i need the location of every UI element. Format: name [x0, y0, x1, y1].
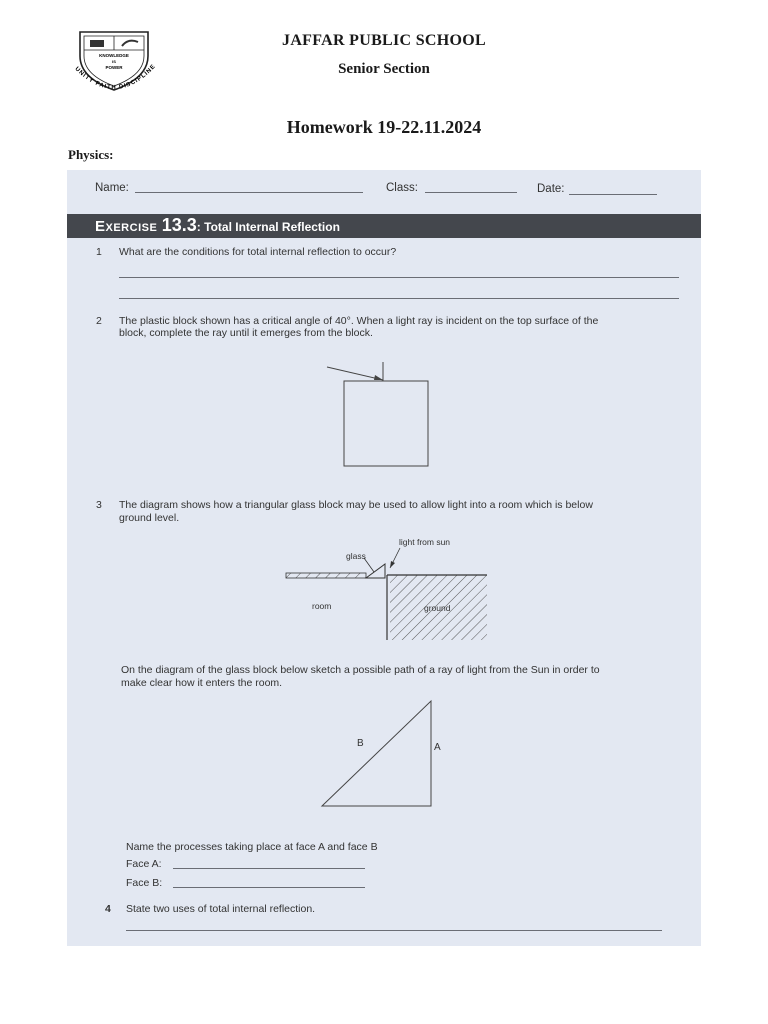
face-a-label: A	[434, 742, 441, 753]
face-b-label: B	[357, 738, 364, 749]
room-glass-diagram	[282, 532, 492, 642]
worksheet-photo	[67, 170, 701, 946]
class-label: Class:	[386, 182, 418, 194]
question-2-text-line2: block, complete the ray until it emerges from the block.	[119, 327, 373, 339]
plastic-block	[344, 381, 428, 466]
school-section: Senior Section	[338, 61, 430, 77]
logo-text-top: KNOWLEDGE	[99, 53, 129, 58]
plastic-block-diagram	[317, 358, 437, 470]
exercise-word: Exercise	[95, 218, 158, 235]
instruction-line2: make clear how it enters the room.	[121, 677, 283, 689]
question-1-number: 1	[96, 246, 102, 258]
question-4-text: State two uses of total internal reflection.	[126, 903, 316, 915]
ground-label: ground	[424, 603, 451, 613]
question-1-text: What are the conditions for total internal reflection to occur?	[119, 246, 397, 258]
date-label: Date:	[537, 183, 565, 195]
logo-ring-text: UNITY FAITH DISCIPLINE	[73, 63, 158, 92]
homework-title: Homework 19-22.11.2024	[286, 117, 482, 137]
answer-line	[119, 277, 679, 278]
logo-text-bottom: POWER	[105, 65, 123, 70]
triangle-glass-block	[307, 695, 447, 810]
exercise-heading	[95, 215, 340, 236]
glass-label: glass	[346, 551, 366, 561]
class-line	[425, 192, 517, 193]
question-2-number: 2	[96, 315, 102, 327]
ceiling-strip	[286, 573, 366, 578]
room-label: room	[312, 601, 332, 611]
date-line	[569, 194, 657, 195]
processes-prompt: Name the processes taking place at face A and face B	[126, 841, 378, 853]
face-a-field-label: Face A:	[126, 858, 162, 870]
question-4-number: 4	[105, 903, 111, 915]
exercise-title: : Total Internal Reflection	[196, 220, 340, 234]
glass-prism	[366, 564, 385, 578]
face-b-field-label: Face B:	[126, 877, 163, 889]
face-a-line	[173, 868, 365, 869]
triangle-block	[322, 701, 431, 806]
arrow-head	[374, 375, 383, 380]
name-label: Name:	[95, 182, 129, 194]
name-line	[135, 192, 363, 193]
subject-label: Physics:	[68, 147, 114, 162]
school-name: JAFFAR PUBLIC SCHOOL	[282, 32, 486, 49]
instruction-line1: On the diagram of the glass block below sketch a possible path of a ray of light from the Sun in order to	[121, 664, 600, 676]
exercise-number: 13.3	[161, 215, 197, 235]
question-2-text-line1: The plastic block shown has a critical angle of 40°. When a light ray is incident on the top surface of the	[119, 315, 599, 327]
question-3-text-line2: ground level.	[119, 512, 180, 524]
answer-line	[119, 298, 679, 299]
question-3-number: 3	[96, 499, 102, 511]
light-from-sun-label: light from sun	[399, 537, 451, 547]
question-3-text-line1: The diagram shows how a triangular glass block may be used to allow light into a room which is below	[119, 499, 593, 511]
answer-line	[126, 930, 662, 931]
logo-text-mid: IS	[112, 59, 116, 64]
face-b-line	[173, 887, 365, 888]
